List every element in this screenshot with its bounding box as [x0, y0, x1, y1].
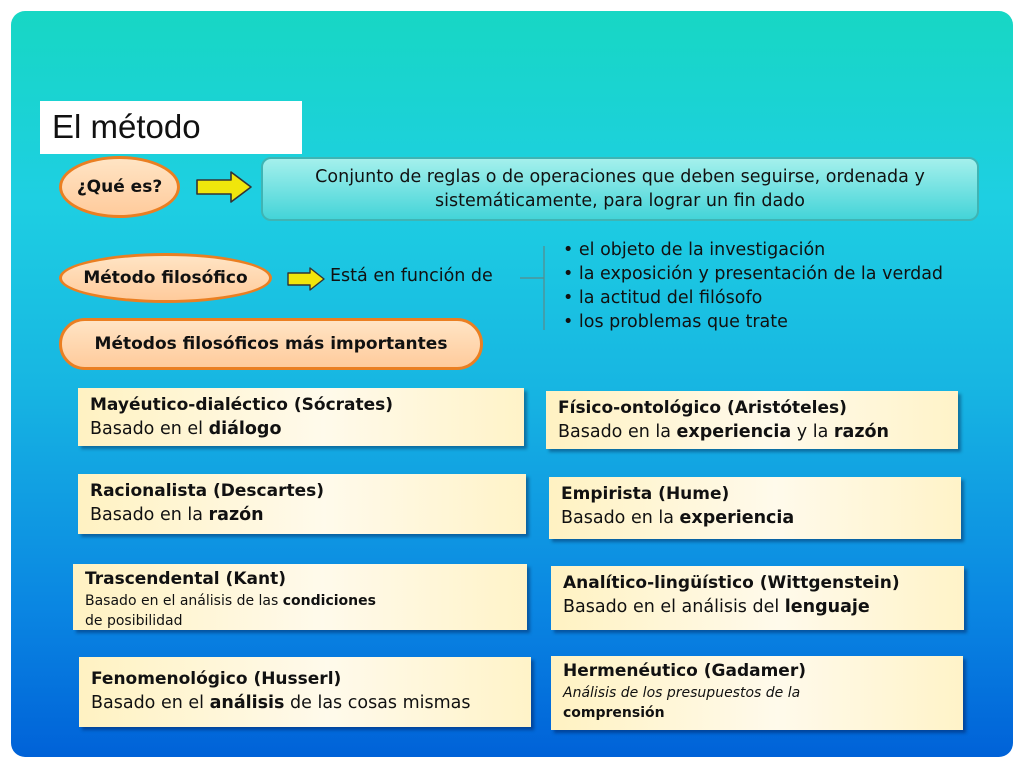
factors-list [563, 238, 943, 334]
page-title: El método [52, 108, 201, 145]
definition-box [261, 157, 979, 221]
connector-text: Está en función de [330, 266, 493, 286]
method-title: Hermenéutico (Gadamer) [563, 661, 806, 681]
method-desc-line2: comprensión [563, 705, 665, 721]
method-desc: Basado en la experiencia [561, 508, 795, 528]
method-card-descartes [78, 474, 526, 534]
method-title: Trascendental (Kant) [85, 569, 286, 589]
method-card-aristoteles [546, 391, 958, 449]
que-es-label: ¿Qué es? [76, 177, 163, 197]
method-desc: Basado en la experiencia y la razón [558, 422, 889, 442]
method-desc: Basado en la razón [90, 505, 264, 525]
definition-text: Conjunto de reglas o de operaciones que deben seguirse, ordenada y sistemáticamente, para lograr un fin dado [315, 167, 925, 211]
que-es-oval [59, 156, 180, 218]
method-title: Fenomenológico (Husserl) [91, 669, 342, 689]
importantes-label: Métodos filosóficos más importantes [94, 334, 448, 354]
method-title: Mayéutico-dialéctico (Sócrates) [90, 395, 394, 415]
method-desc: Basado en el análisis del lenguaje [563, 597, 870, 617]
metodo-filosofico-label: Método filosófico [83, 268, 248, 288]
method-title: Racionalista (Descartes) [90, 481, 325, 501]
method-desc: Basado en el diálogo [90, 419, 282, 439]
method-desc: Análisis de los presupuestos de la [563, 685, 801, 701]
arrow-right-icon [195, 170, 253, 204]
metodo-filosofico-oval [59, 253, 272, 303]
list-item: • la actitud del filósofo [563, 288, 763, 308]
method-card-kant [73, 564, 527, 630]
method-desc-line2: de posibilidad [85, 613, 183, 629]
list-item: • el objeto de la investigación [563, 240, 826, 260]
importantes-pill [59, 318, 483, 370]
method-title: Analítico-lingüístico (Wittgenstein) [563, 573, 900, 593]
list-item: • los problemas que trate [563, 312, 788, 332]
bracket-connector [518, 242, 552, 334]
method-desc: Basado en el análisis de las cosas mismas [91, 693, 471, 713]
arrow-right-icon [286, 266, 326, 292]
method-title: Empirista (Hume) [561, 484, 730, 504]
method-card-socrates [78, 388, 524, 446]
method-card-hume [549, 477, 961, 539]
method-title: Físico-ontológico (Aristóteles) [558, 398, 847, 418]
method-card-wittgenstein [551, 566, 964, 630]
method-card-husserl [79, 657, 531, 727]
method-desc: Basado en el análisis de las condiciones [85, 593, 376, 609]
list-item: • la exposición y presentación de la verdad [563, 264, 944, 284]
method-card-gadamer [551, 656, 963, 730]
